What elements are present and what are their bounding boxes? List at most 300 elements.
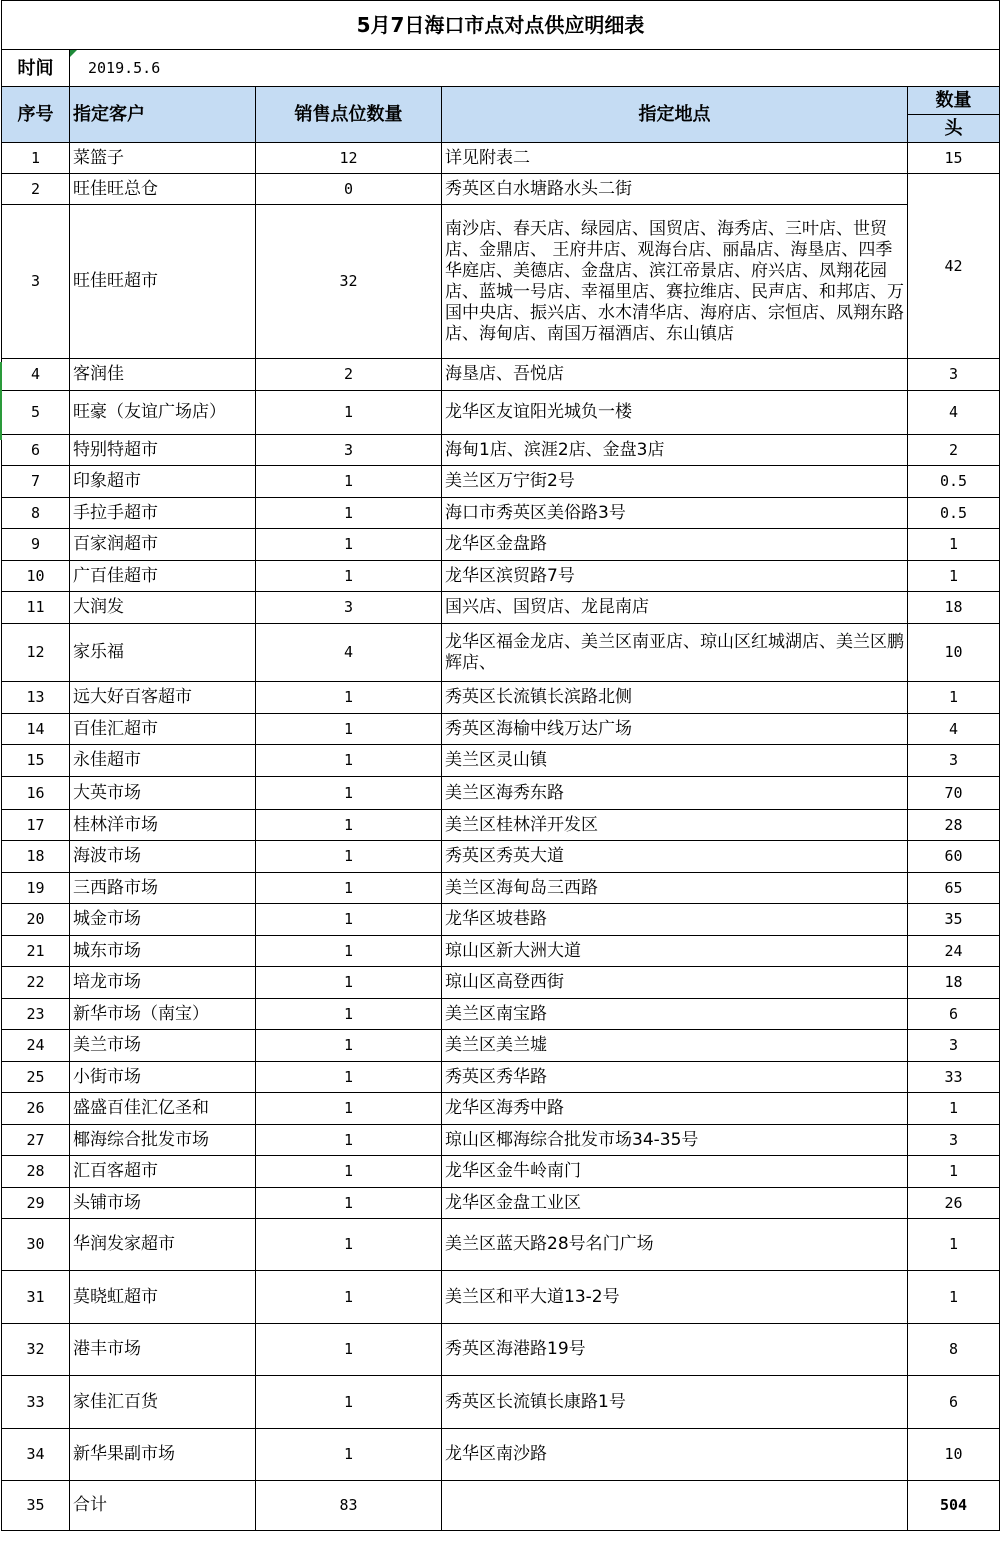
row-customer-text: 百佳汇超市 bbox=[73, 718, 158, 739]
table-row bbox=[2, 873, 1000, 904]
row-location[interactable] bbox=[442, 1062, 908, 1093]
row-customer[interactable] bbox=[70, 1030, 256, 1062]
row-index[interactable] bbox=[2, 745, 70, 777]
row-customer[interactable] bbox=[70, 904, 256, 936]
row-points[interactable] bbox=[256, 682, 442, 714]
table-row bbox=[2, 1030, 1000, 1062]
row-location[interactable] bbox=[442, 498, 908, 529]
row-customer[interactable] bbox=[70, 466, 256, 498]
row-points-text: 1 bbox=[343, 1036, 354, 1054]
row-index-text: 31 bbox=[26, 1287, 45, 1306]
row-customer-text: 三西路市场 bbox=[73, 877, 158, 898]
row-customer[interactable] bbox=[70, 1429, 256, 1481]
row-index[interactable] bbox=[2, 873, 70, 904]
row-customer-text: 永佳超市 bbox=[73, 750, 141, 770]
row-customer-text: 城金市场 bbox=[73, 909, 141, 929]
row-location[interactable] bbox=[442, 435, 908, 466]
row-customer[interactable] bbox=[70, 841, 256, 873]
row-location[interactable] bbox=[442, 1324, 908, 1376]
row-customer-text: 华润发家超市 bbox=[73, 1234, 175, 1254]
row-index-text: 17 bbox=[26, 815, 45, 834]
row-index[interactable] bbox=[2, 1030, 70, 1062]
total-qty[interactable] bbox=[908, 1481, 1000, 1531]
row-qty[interactable] bbox=[908, 1324, 1000, 1376]
header-customer: 指定客户 bbox=[70, 87, 256, 143]
row-location-text: 美兰区海秀东路 bbox=[445, 782, 564, 803]
row-index-text: 22 bbox=[26, 973, 45, 991]
row-location[interactable] bbox=[442, 1030, 908, 1062]
table-row bbox=[2, 777, 1000, 810]
row-location[interactable] bbox=[442, 1125, 908, 1156]
row-qty[interactable] bbox=[908, 714, 1000, 745]
row-points[interactable] bbox=[256, 1429, 442, 1481]
row-qty-text: 2 bbox=[949, 440, 959, 459]
row-points[interactable] bbox=[256, 841, 442, 873]
row-qty-text: 70 bbox=[944, 783, 963, 802]
row-points[interactable] bbox=[256, 714, 442, 745]
row-points[interactable] bbox=[256, 174, 442, 205]
table-row bbox=[2, 1188, 1000, 1219]
table-row bbox=[2, 529, 1000, 561]
row-customer[interactable] bbox=[70, 1156, 256, 1188]
row-location[interactable] bbox=[442, 682, 908, 714]
row-qty-text: 3 bbox=[949, 751, 959, 769]
table-row bbox=[2, 810, 1000, 841]
row-customer[interactable] bbox=[70, 1376, 256, 1429]
row-customer[interactable] bbox=[70, 999, 256, 1030]
row-location[interactable] bbox=[442, 936, 908, 967]
row-location-text: 龙华区南沙路 bbox=[445, 1444, 547, 1464]
row-location[interactable] bbox=[442, 359, 908, 391]
row-customer-text: 港丰市场 bbox=[73, 1339, 141, 1359]
row-location[interactable] bbox=[442, 1093, 908, 1125]
row-index[interactable] bbox=[2, 435, 70, 466]
row-index[interactable] bbox=[2, 529, 70, 561]
table-row bbox=[2, 1324, 1000, 1376]
row-index-text: 30 bbox=[26, 1235, 45, 1253]
row-customer[interactable] bbox=[70, 1188, 256, 1219]
row-points[interactable] bbox=[256, 967, 442, 999]
row-customer-text: 大润发 bbox=[73, 597, 124, 617]
row-location-text: 秀英区海榆中线万达广场 bbox=[445, 718, 632, 739]
row-qty[interactable] bbox=[908, 1376, 1000, 1429]
row-qty[interactable] bbox=[908, 359, 1000, 391]
row-index[interactable] bbox=[2, 967, 70, 999]
row-location[interactable] bbox=[442, 1188, 908, 1219]
row-location[interactable] bbox=[442, 999, 908, 1030]
row-index-text: 3 bbox=[30, 272, 41, 290]
row-location-text: 美兰区美兰墟 bbox=[445, 1035, 547, 1055]
row-index-text: 4 bbox=[30, 365, 41, 383]
row-customer[interactable] bbox=[70, 561, 256, 592]
row-points-text: 1 bbox=[343, 1445, 354, 1463]
row-location[interactable] bbox=[442, 1219, 908, 1271]
row-location[interactable] bbox=[442, 624, 908, 682]
row-customer-text: 客润佳 bbox=[73, 364, 124, 384]
row-location-text: 国兴店、国贸店、龙昆南店 bbox=[445, 597, 649, 617]
row-points[interactable] bbox=[256, 1219, 442, 1271]
row-index-text: 1 bbox=[30, 148, 41, 167]
row-index-text: 23 bbox=[26, 1004, 45, 1023]
row-location-text: 海垦店、吾悦店 bbox=[445, 364, 564, 384]
row-location-text: 龙华区金牛岭南门 bbox=[445, 1161, 581, 1181]
row-qty-text: 10 bbox=[944, 643, 963, 661]
row-customer-text: 百家润超市 bbox=[73, 534, 158, 554]
table-row bbox=[2, 1062, 1000, 1093]
row-index[interactable] bbox=[2, 810, 70, 841]
row-customer-text: 家乐福 bbox=[73, 642, 124, 662]
row-qty[interactable] bbox=[908, 873, 1000, 904]
row-location-text: 龙华区金盘工业区 bbox=[445, 1192, 581, 1213]
row-location-text: 秀英区长流镇长滨路北侧 bbox=[445, 687, 632, 707]
row-points-text: 1 bbox=[343, 941, 354, 960]
row-qty-text: 4 bbox=[949, 719, 959, 738]
row-customer[interactable] bbox=[70, 205, 256, 359]
row-qty-text: 28 bbox=[944, 815, 963, 834]
table-row bbox=[2, 391, 1000, 435]
row-customer-text: 旺豪（友谊广场店） bbox=[73, 402, 226, 422]
row-points[interactable] bbox=[256, 1093, 442, 1125]
row-location[interactable] bbox=[442, 967, 908, 999]
row-index-text: 16 bbox=[26, 783, 45, 802]
row-index-text: 21 bbox=[26, 941, 45, 960]
row-index-text: 5 bbox=[30, 403, 41, 421]
row-customer-text: 桂林洋市场 bbox=[73, 814, 158, 835]
row-location-text: 琼山区高登西街 bbox=[445, 972, 564, 992]
row-points[interactable] bbox=[256, 592, 442, 624]
row-qty[interactable] bbox=[908, 936, 1000, 967]
row-points-text: 1 bbox=[343, 751, 354, 769]
row-index-text: 9 bbox=[30, 535, 41, 553]
row-location-text: 龙华区友谊阳光城负一楼 bbox=[445, 402, 632, 422]
row-points[interactable] bbox=[256, 435, 442, 466]
row-qty[interactable] bbox=[908, 1219, 1000, 1271]
row-qty[interactable] bbox=[908, 592, 1000, 624]
row-index-text: 18 bbox=[26, 847, 45, 865]
row-points-text: 1 bbox=[343, 1193, 354, 1212]
row-points[interactable] bbox=[256, 999, 442, 1030]
row-customer[interactable] bbox=[70, 143, 256, 174]
row-points[interactable] bbox=[256, 624, 442, 682]
row-qty-text: 35 bbox=[944, 910, 963, 928]
row-qty[interactable] bbox=[908, 624, 1000, 682]
table-row bbox=[2, 624, 1000, 682]
row-index[interactable] bbox=[2, 841, 70, 873]
row-customer[interactable] bbox=[70, 936, 256, 967]
row-customer-text: 头铺市场 bbox=[73, 1192, 141, 1213]
row-points[interactable] bbox=[256, 1188, 442, 1219]
row-location[interactable] bbox=[442, 466, 908, 498]
row-index[interactable] bbox=[2, 1125, 70, 1156]
row-customer[interactable] bbox=[70, 714, 256, 745]
row-points[interactable] bbox=[256, 936, 442, 967]
row-customer[interactable] bbox=[70, 391, 256, 435]
row-points[interactable] bbox=[256, 498, 442, 529]
row-customer[interactable] bbox=[70, 1093, 256, 1125]
row-index[interactable] bbox=[2, 1156, 70, 1188]
row-qty[interactable] bbox=[908, 999, 1000, 1030]
total-points[interactable] bbox=[256, 1481, 442, 1531]
row-qty[interactable] bbox=[908, 967, 1000, 999]
row-customer[interactable] bbox=[70, 1324, 256, 1376]
row-customer[interactable] bbox=[70, 174, 256, 205]
row-index-text: 6 bbox=[30, 440, 41, 459]
row-points[interactable] bbox=[256, 1125, 442, 1156]
table-row bbox=[2, 841, 1000, 873]
row-index-text: 14 bbox=[26, 719, 45, 738]
row-index[interactable] bbox=[2, 143, 70, 174]
row-qty[interactable] bbox=[908, 745, 1000, 777]
row-points[interactable] bbox=[256, 873, 442, 904]
row-qty[interactable] bbox=[908, 1429, 1000, 1481]
row-index[interactable] bbox=[2, 498, 70, 529]
row-location-text: 龙华区海秀中路 bbox=[445, 1098, 564, 1118]
row-points[interactable] bbox=[256, 359, 442, 391]
row-points[interactable] bbox=[256, 391, 442, 435]
row-location-text: 秀英区秀英大道 bbox=[445, 846, 564, 866]
row-qty-text: 1 bbox=[949, 1287, 959, 1306]
row-customer[interactable] bbox=[70, 435, 256, 466]
row-location-text: 南沙店、春天店、绿园店、国贸店、海秀店、三叶店、世贸店、金鼎店、 王府井店、观海台店、丽晶店、海垦店、四季华庭店、美德店、金盘店、滨江帝景店、府兴店、凤翔花园店、蓝城一号店、幸福里店、赛拉维店、民声店、和邦店、万国中央店、振兴店、水木清华店、海府店、宗恒店、凤翔东路店、海甸店、南国万福酒店、东山镇店 bbox=[445, 218, 904, 344]
row-customer-text: 莫晓虹超市 bbox=[73, 1286, 158, 1307]
row-index-text: 25 bbox=[26, 1067, 45, 1086]
row-qty[interactable] bbox=[908, 682, 1000, 714]
row-points[interactable] bbox=[256, 1062, 442, 1093]
row-location-text: 美兰区蓝天路28号名门广场 bbox=[445, 1234, 654, 1254]
row-index[interactable] bbox=[2, 1093, 70, 1125]
row-index[interactable] bbox=[2, 359, 70, 391]
row-location-text: 美兰区南宝路 bbox=[445, 1003, 547, 1024]
row-customer-text: 盛盛百佳汇亿圣和 bbox=[73, 1098, 209, 1118]
row-points[interactable] bbox=[256, 1030, 442, 1062]
row-customer-text: 椰海综合批发市场 bbox=[73, 1129, 209, 1150]
row-location[interactable] bbox=[442, 841, 908, 873]
row-location[interactable] bbox=[442, 873, 908, 904]
row-customer[interactable] bbox=[70, 1271, 256, 1324]
row-points[interactable] bbox=[256, 810, 442, 841]
row-qty[interactable] bbox=[908, 529, 1000, 561]
row-index[interactable] bbox=[2, 999, 70, 1030]
row-location[interactable] bbox=[442, 1271, 908, 1324]
row-customer[interactable] bbox=[70, 1125, 256, 1156]
row-qty[interactable] bbox=[908, 1125, 1000, 1156]
row-index-text: 19 bbox=[26, 878, 45, 897]
row-points-text: 32 bbox=[339, 272, 358, 290]
row-qty-text: 4 bbox=[949, 403, 959, 421]
row-customer[interactable] bbox=[70, 967, 256, 999]
row-qty-text: 3 bbox=[949, 1130, 959, 1149]
row-points-text: 1 bbox=[343, 535, 354, 553]
row-qty-text: 3 bbox=[949, 365, 959, 383]
row-points[interactable] bbox=[256, 529, 442, 561]
row-index-text: 27 bbox=[26, 1130, 45, 1149]
row-customer-text: 菜篮子 bbox=[73, 147, 124, 168]
row-location-text: 美兰区灵山镇 bbox=[445, 750, 547, 770]
header-points: 销售点位数量 bbox=[256, 87, 442, 143]
row-qty-text: 60 bbox=[944, 847, 963, 865]
row-qty[interactable] bbox=[908, 777, 1000, 810]
row-qty[interactable] bbox=[908, 1156, 1000, 1188]
table-row bbox=[2, 1125, 1000, 1156]
row-index-text: 12 bbox=[26, 643, 45, 661]
row-index[interactable] bbox=[2, 936, 70, 967]
row-index[interactable] bbox=[2, 1219, 70, 1271]
row-customer[interactable] bbox=[70, 1219, 256, 1271]
row-location[interactable] bbox=[442, 1429, 908, 1481]
row-location[interactable] bbox=[442, 592, 908, 624]
row-customer-text: 远大好百客超市 bbox=[73, 687, 192, 707]
table-row bbox=[2, 435, 1000, 466]
row-qty-text: 0.5 bbox=[939, 503, 968, 522]
row-customer[interactable] bbox=[70, 529, 256, 561]
supply-table bbox=[1, 0, 1000, 1531]
row-qty[interactable] bbox=[908, 1188, 1000, 1219]
row-qty[interactable] bbox=[908, 435, 1000, 466]
row-points[interactable] bbox=[256, 1324, 442, 1376]
row-points-text: 1 bbox=[343, 1162, 354, 1180]
table-row bbox=[2, 1271, 1000, 1324]
row-qty[interactable] bbox=[908, 904, 1000, 936]
row-qty[interactable] bbox=[908, 561, 1000, 592]
row-points-text: 1 bbox=[343, 1287, 354, 1306]
row-location-text: 秀英区海港路19号 bbox=[445, 1339, 586, 1359]
row-points[interactable] bbox=[256, 904, 442, 936]
row-index[interactable] bbox=[2, 205, 70, 359]
total-label[interactable] bbox=[70, 1481, 256, 1531]
row-qty[interactable] bbox=[908, 1093, 1000, 1125]
row-points-text: 1 bbox=[343, 1067, 354, 1086]
time-value-cell[interactable] bbox=[70, 50, 1000, 87]
row-location[interactable] bbox=[442, 1376, 908, 1429]
row-points-text: 1 bbox=[343, 1099, 354, 1117]
row-customer-text: 广百佳超市 bbox=[73, 565, 158, 586]
row-customer-text: 大英市场 bbox=[73, 782, 141, 803]
row-index[interactable] bbox=[2, 777, 70, 810]
total-index[interactable] bbox=[2, 1481, 70, 1531]
row-index[interactable] bbox=[2, 466, 70, 498]
row-index[interactable] bbox=[2, 1271, 70, 1324]
row-customer[interactable] bbox=[70, 624, 256, 682]
row-customer-text: 特别特超市 bbox=[73, 439, 158, 460]
row-customer[interactable] bbox=[70, 498, 256, 529]
row-index-text: 15 bbox=[26, 751, 45, 769]
row-qty[interactable] bbox=[908, 391, 1000, 435]
row-points-text: 1 bbox=[343, 1340, 354, 1358]
row-index[interactable] bbox=[2, 592, 70, 624]
row-customer[interactable] bbox=[70, 359, 256, 391]
table-row bbox=[2, 714, 1000, 745]
row-customer[interactable] bbox=[70, 592, 256, 624]
row-index[interactable] bbox=[2, 561, 70, 592]
row-qty[interactable] bbox=[908, 810, 1000, 841]
row-location[interactable] bbox=[442, 561, 908, 592]
row-customer-text: 旺佳旺总仓 bbox=[73, 178, 158, 199]
total-location[interactable] bbox=[442, 1481, 908, 1531]
time-value: 2019.5.6 bbox=[88, 58, 161, 77]
row-index[interactable] bbox=[2, 1324, 70, 1376]
row-location-text: 美兰区万宁街2号 bbox=[445, 471, 575, 491]
row-customer-text: 新华市场（南宝） bbox=[73, 1003, 209, 1024]
row-index-text: 34 bbox=[26, 1445, 45, 1463]
row-index[interactable] bbox=[2, 1062, 70, 1093]
row-customer[interactable] bbox=[70, 745, 256, 777]
row-points[interactable] bbox=[256, 561, 442, 592]
row-qty-text: 1 bbox=[949, 1162, 959, 1180]
row-points[interactable] bbox=[256, 1376, 442, 1429]
row-qty-text: 0.5 bbox=[939, 472, 968, 490]
row-qty-text: 18 bbox=[944, 598, 963, 616]
row-points[interactable] bbox=[256, 205, 442, 359]
row-qty[interactable] bbox=[908, 1030, 1000, 1062]
row-location[interactable] bbox=[442, 745, 908, 777]
row-qty[interactable] bbox=[908, 143, 1000, 174]
row-index[interactable] bbox=[2, 714, 70, 745]
row-index-text: 11 bbox=[26, 598, 45, 616]
row-location[interactable] bbox=[442, 714, 908, 745]
row-customer-text: 旺佳旺超市 bbox=[73, 271, 158, 291]
row-customer-text: 小街市场 bbox=[73, 1066, 141, 1087]
row-points[interactable] bbox=[256, 1156, 442, 1188]
row-points-text: 3 bbox=[343, 440, 354, 459]
row-index[interactable] bbox=[2, 1429, 70, 1481]
row-location-text: 美兰区桂林洋开发区 bbox=[445, 814, 598, 835]
row-location[interactable] bbox=[442, 777, 908, 810]
row-index[interactable] bbox=[2, 904, 70, 936]
row-points[interactable] bbox=[256, 143, 442, 174]
table-row bbox=[2, 1429, 1000, 1481]
row-index[interactable] bbox=[2, 1188, 70, 1219]
row-index[interactable] bbox=[2, 682, 70, 714]
row-index-text: 29 bbox=[26, 1193, 45, 1212]
row-points[interactable] bbox=[256, 1271, 442, 1324]
row-points[interactable] bbox=[256, 466, 442, 498]
row-index[interactable] bbox=[2, 1376, 70, 1429]
row-location[interactable] bbox=[442, 205, 908, 359]
table-row bbox=[2, 682, 1000, 714]
row-customer[interactable] bbox=[70, 777, 256, 810]
row-qty[interactable] bbox=[908, 174, 1000, 359]
row-index[interactable] bbox=[2, 391, 70, 435]
row-points-text: 1 bbox=[343, 503, 354, 522]
row-qty[interactable] bbox=[908, 1062, 1000, 1093]
row-index-text: 20 bbox=[26, 910, 45, 928]
row-index[interactable] bbox=[2, 624, 70, 682]
row-qty[interactable] bbox=[908, 466, 1000, 498]
row-qty-text: 8 bbox=[949, 1340, 959, 1358]
row-location[interactable] bbox=[442, 174, 908, 205]
row-qty[interactable] bbox=[908, 498, 1000, 529]
row-customer-text: 海波市场 bbox=[73, 846, 141, 866]
row-location[interactable] bbox=[442, 1156, 908, 1188]
row-points[interactable] bbox=[256, 745, 442, 777]
row-customer[interactable] bbox=[70, 873, 256, 904]
row-location-text: 琼山区椰海综合批发市场34-35号 bbox=[445, 1129, 699, 1150]
row-points[interactable] bbox=[256, 777, 442, 810]
row-qty[interactable] bbox=[908, 841, 1000, 873]
row-location[interactable] bbox=[442, 904, 908, 936]
row-index[interactable] bbox=[2, 174, 70, 205]
row-customer[interactable] bbox=[70, 682, 256, 714]
row-customer[interactable] bbox=[70, 1062, 256, 1093]
row-location[interactable] bbox=[442, 810, 908, 841]
row-index-text: 8 bbox=[30, 503, 41, 522]
row-location[interactable] bbox=[442, 143, 908, 174]
row-customer[interactable] bbox=[70, 810, 256, 841]
row-location[interactable] bbox=[442, 391, 908, 435]
row-qty[interactable] bbox=[908, 1271, 1000, 1324]
row-location[interactable] bbox=[442, 529, 908, 561]
row-customer-text: 印象超市 bbox=[73, 471, 141, 491]
